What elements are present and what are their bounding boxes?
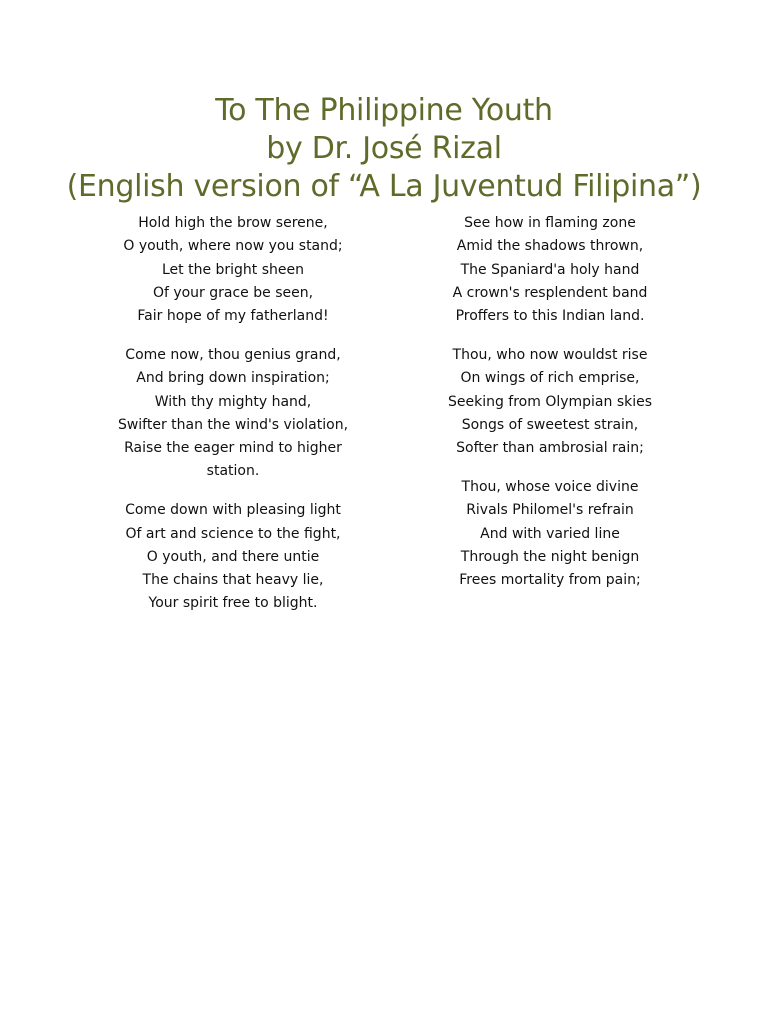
poem-line: Thou, who now wouldst rise [452, 346, 648, 363]
stanza-2 [88, 344, 378, 484]
poem-line: A crown's resplendent band [452, 284, 648, 301]
stanza-6 [410, 476, 690, 592]
poem-line: Fair hope of my fatherland! [137, 308, 329, 325]
poem-line: The Spaniard'a holy hand [460, 261, 640, 278]
poem-line: Songs of sweetest strain, [461, 416, 639, 433]
poem-line: Through the night benign [460, 548, 640, 565]
poem-line: Frees mortality from pain; [459, 572, 641, 589]
poem-title: To The Philippine Youth [215, 93, 553, 128]
poem-line: Amid the shadows thrown, [456, 238, 644, 255]
poem-line: Swifter than the wind's violation, [117, 416, 349, 433]
poem-line: O youth, where now you stand; [123, 238, 343, 255]
poem-line: The chains that heavy lie, [142, 572, 324, 589]
poem-line: O youth, and there untie [146, 548, 320, 565]
stanza-4 [410, 212, 690, 328]
poem-line: Seeking from Olympian skies [447, 393, 653, 410]
poem-line: Thou, whose voice divine [461, 478, 639, 495]
poem-line: On wings of rich emprise, [460, 370, 640, 387]
poem-line: Softer than ambrosial rain; [456, 440, 644, 457]
poem-column-left [88, 212, 378, 631]
poem-line: Hold high the brow serene, [138, 215, 328, 231]
poem-line: See how in flaming zone [464, 215, 636, 231]
poem-line: Raise the eager mind to higher [124, 440, 342, 457]
poem-line: Come now, thou genius grand, [125, 346, 341, 363]
poem-line: station. [206, 463, 260, 480]
poem-line: Let the bright sheen [161, 261, 305, 278]
stanza-1 [88, 212, 378, 328]
poem-line: With thy mighty hand, [154, 393, 312, 410]
poem-line: Of your grace be seen, [152, 284, 314, 301]
stanza-5 [410, 344, 690, 460]
document-title-block [0, 92, 768, 206]
poem-line: Proffers to this Indian land. [455, 308, 645, 325]
poem-line: Come down with pleasing light [125, 502, 341, 519]
poem-subtitle: (English version of “A La Juventud Filipina”) [66, 169, 702, 204]
poem-line: Your spirit free to blight. [148, 595, 318, 612]
poem-line: And with varied line [480, 525, 620, 542]
poem-line: And bring down inspiration; [136, 370, 330, 387]
poem-column-right [410, 212, 690, 608]
poem-author: by Dr. José Rizal [266, 131, 502, 166]
stanza-3 [88, 499, 378, 615]
poem-line: Of art and science to the fight, [125, 525, 341, 542]
poem-line: Rivals Philomel's refrain [466, 502, 634, 519]
